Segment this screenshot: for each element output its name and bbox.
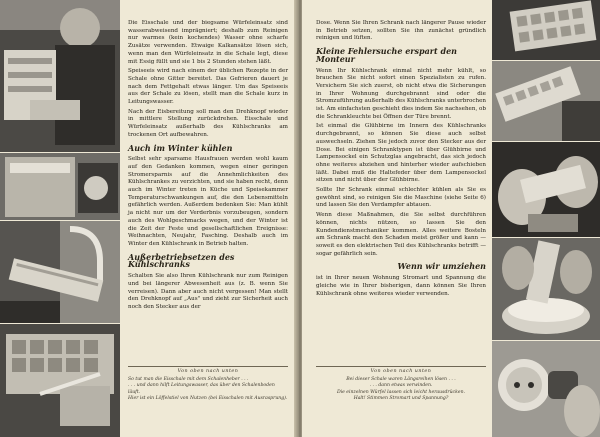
photo-spoon-loosening-tray — [0, 324, 120, 437]
photo-cubes-into-bowl — [492, 238, 600, 340]
paragraph-winter: Selbst sehr sparsame Hausfrauen werden wohl kaum auf den Gedanken kommen, wegen einer geringen Stromersparnis auf die Annehmlichkeiten des Kühlschrankes zu verzichten, und sie haben recht, denn auch im Winter treten in Küche und Speisekammer Temperaturschwankungen auf, die den Lebensmitteln gefährlich werden. Außerdem bedenken Sie: Man kühlt ja nicht nur um der Verderbnis vorzubeugen, sondern auch des Wohlgeschmacks wegen, und der Winter ist die Zeit der Feste und gesellschaftlichen Ereignisse: Weihnachten, Neujahr, Fasching. Deshalb auch im Winter den Kühlschrank in Betrieb halten. — [128, 156, 288, 247]
caption-line: Hier ist ein Löffelstiel von Nutzen (bei Eisschalen mit Ausrasprung). — [128, 396, 288, 402]
caption-line: . . . und dann hilft Leitungswasser, das über den Schalenboden läuft. — [128, 383, 275, 395]
paragraph-fault-3: Sollte Ihr Schrank einmal schlechter kühlen als Sie es gewöhnt sind, so reinigen Sie die Maschine (siehe Seite 6) und lassen Sie den Verdampfer abtauen. — [316, 187, 486, 209]
caption-line: Halt! Stimmen Stromart und Spannung? — [353, 396, 449, 402]
caption-line: So tut man die Eisschale mit dem Schalenheber . . . — [128, 376, 249, 382]
photo-ice-tray-top — [492, 0, 600, 60]
heading-shutdown: Außerbetriebsetzen des Kühlschranks — [128, 251, 235, 270]
paragraph-ice-cream: Speiseeis wird nach einem der üblichen Rezepte in der Schale ohne Gitter bereitet. Das Gefrieren dauert je nach dem Fettgehalt etwas länger. Um das Speiseeis aus der Schale zu lösen, stellt man die Schale kurz in Leitungswasser. — [128, 68, 288, 106]
caption-line: Die einzelnen Würfel lassen sich leicht herausdrücken. — [336, 389, 466, 395]
caption-rule — [128, 366, 288, 367]
heading-moving: Wenn wir umziehen — [397, 261, 486, 272]
caption-line: Bei dieser Schale waren Längsreihen lösen . . . — [346, 376, 456, 382]
right-page — [302, 0, 600, 437]
paragraph-moving: ist in Ihrer neuen Wohnung Stromart und Spannung die gleiche wie in Ihrer bisherigen, dann können Sie Ihren Kühlschrank ohne weiteres wieder verwenden. — [316, 275, 486, 297]
right-caption — [316, 366, 486, 403]
heading-winter: Auch im Winter kühlen — [128, 142, 233, 153]
photo-tray-under-tap — [0, 221, 120, 323]
paragraph-restart: Dose. Wenn Sie Ihren Schrank nach längerer Pause wieder in Betrieb setzen, sollten Sie ihn zunächst gründlich reinigen und lüften. — [316, 20, 486, 42]
paragraph-cleaning: Die Eisschale und der biegsame Würfeleinsatz sind wasserabweisend imprägniert; deshalb zum Reinigen nur warmes (kein kochendes) Wasser ohne scharfe Zusätze verwenden. Etwaige Kalkansätze lösen sich, wenn man den Würfeleinsatz in die Schale legt, diese mit Essig füllt und sie 1 bis 2 Stunden stehen läßt. — [128, 20, 288, 65]
photo-woman-opening-fridge — [0, 0, 120, 152]
photo-plug-and-socket — [492, 341, 600, 437]
left-caption — [128, 366, 288, 403]
paragraph-after-use: Nach der Eisbereitung soll man den Drehknopf wieder in mittlere Stellung zurückdrehen. Eisschale und Würfeleinsatz außerhalb des Kühlschranks am trockenen Ort aufbewahren. — [128, 108, 288, 138]
paragraph-fault-2: Ist einmal die Glühbirne im Innern des Kühlschranks durchgebrannt, so können Sie diese auch selbst auswechseln. Ziehen Sie jedoch zuvor den Stecker aus der Dose. Bei einigen Schranktypen ist über Glühbirne und Lampensockel ein Schutzglas angebracht, das sich jedoch ohne weiteres abziehen und hinterher wieder aufschieben läßt. Dabei muß die Haltefeder über dem Lampensockel sitzen und nicht über der Glühbirne. — [316, 123, 486, 184]
caption-rule — [316, 366, 486, 367]
photo-hands-twisting-tray — [492, 142, 600, 237]
paragraph-fault-4: Wenn diese Maßnahmen, die Sie selbst durchführen können, nichts nützen, so lassen Sie den Kundendienstmechaniker kommen. Alles weitere Bosteln am Schrank macht den Schaden meist größer und kann — soweit es den elektrischen Teil des Kühlschranks betrifft — sogar gefährlich sein. — [316, 212, 486, 257]
right-text-column — [316, 20, 486, 300]
heading-fault-finding: Kleine Fehlersuche erspart den Monteur — [316, 46, 457, 64]
left-page — [0, 0, 298, 437]
caption-title: Von oben nach unten — [177, 369, 239, 374]
caption-line: . . . dann etwas verwinden. — [369, 383, 433, 389]
paragraph-fault-1: Wenn Ihr Kühlschrank einmal nicht mehr kühlt, so brauchen Sie nicht sofort einen Spezialisten zu rufen. Versichern Sie sich zuerst, ob nicht etwa die Sicherungen in Ihrer Wohnung durchgebrannt sind oder die Stromzuführung außerhalb des Kühlschranks unterbrochen ist. Am einfachsten geschieht dies indem Sie nachsehen, ob die Schrankleuchte bei Öffnen der Türe brennt. — [316, 67, 486, 120]
left-text-column — [128, 20, 288, 314]
photo-tray-rows-released — [492, 61, 600, 141]
caption-title: Von oben nach unten — [370, 369, 432, 374]
photo-fridge-interior — [0, 153, 120, 220]
paragraph-shutdown: Schalten Sie also Ihren Kühlschrank nur zum Reinigen und bei längerer Abwesenheit aus (z. B. wenn Sie verreisen). Dann aber auch nicht vergessen! Man stellt den Drehknopf auf „Aus" und zieht zur Sicherheit auch noch den Stecker aus der — [128, 273, 288, 310]
